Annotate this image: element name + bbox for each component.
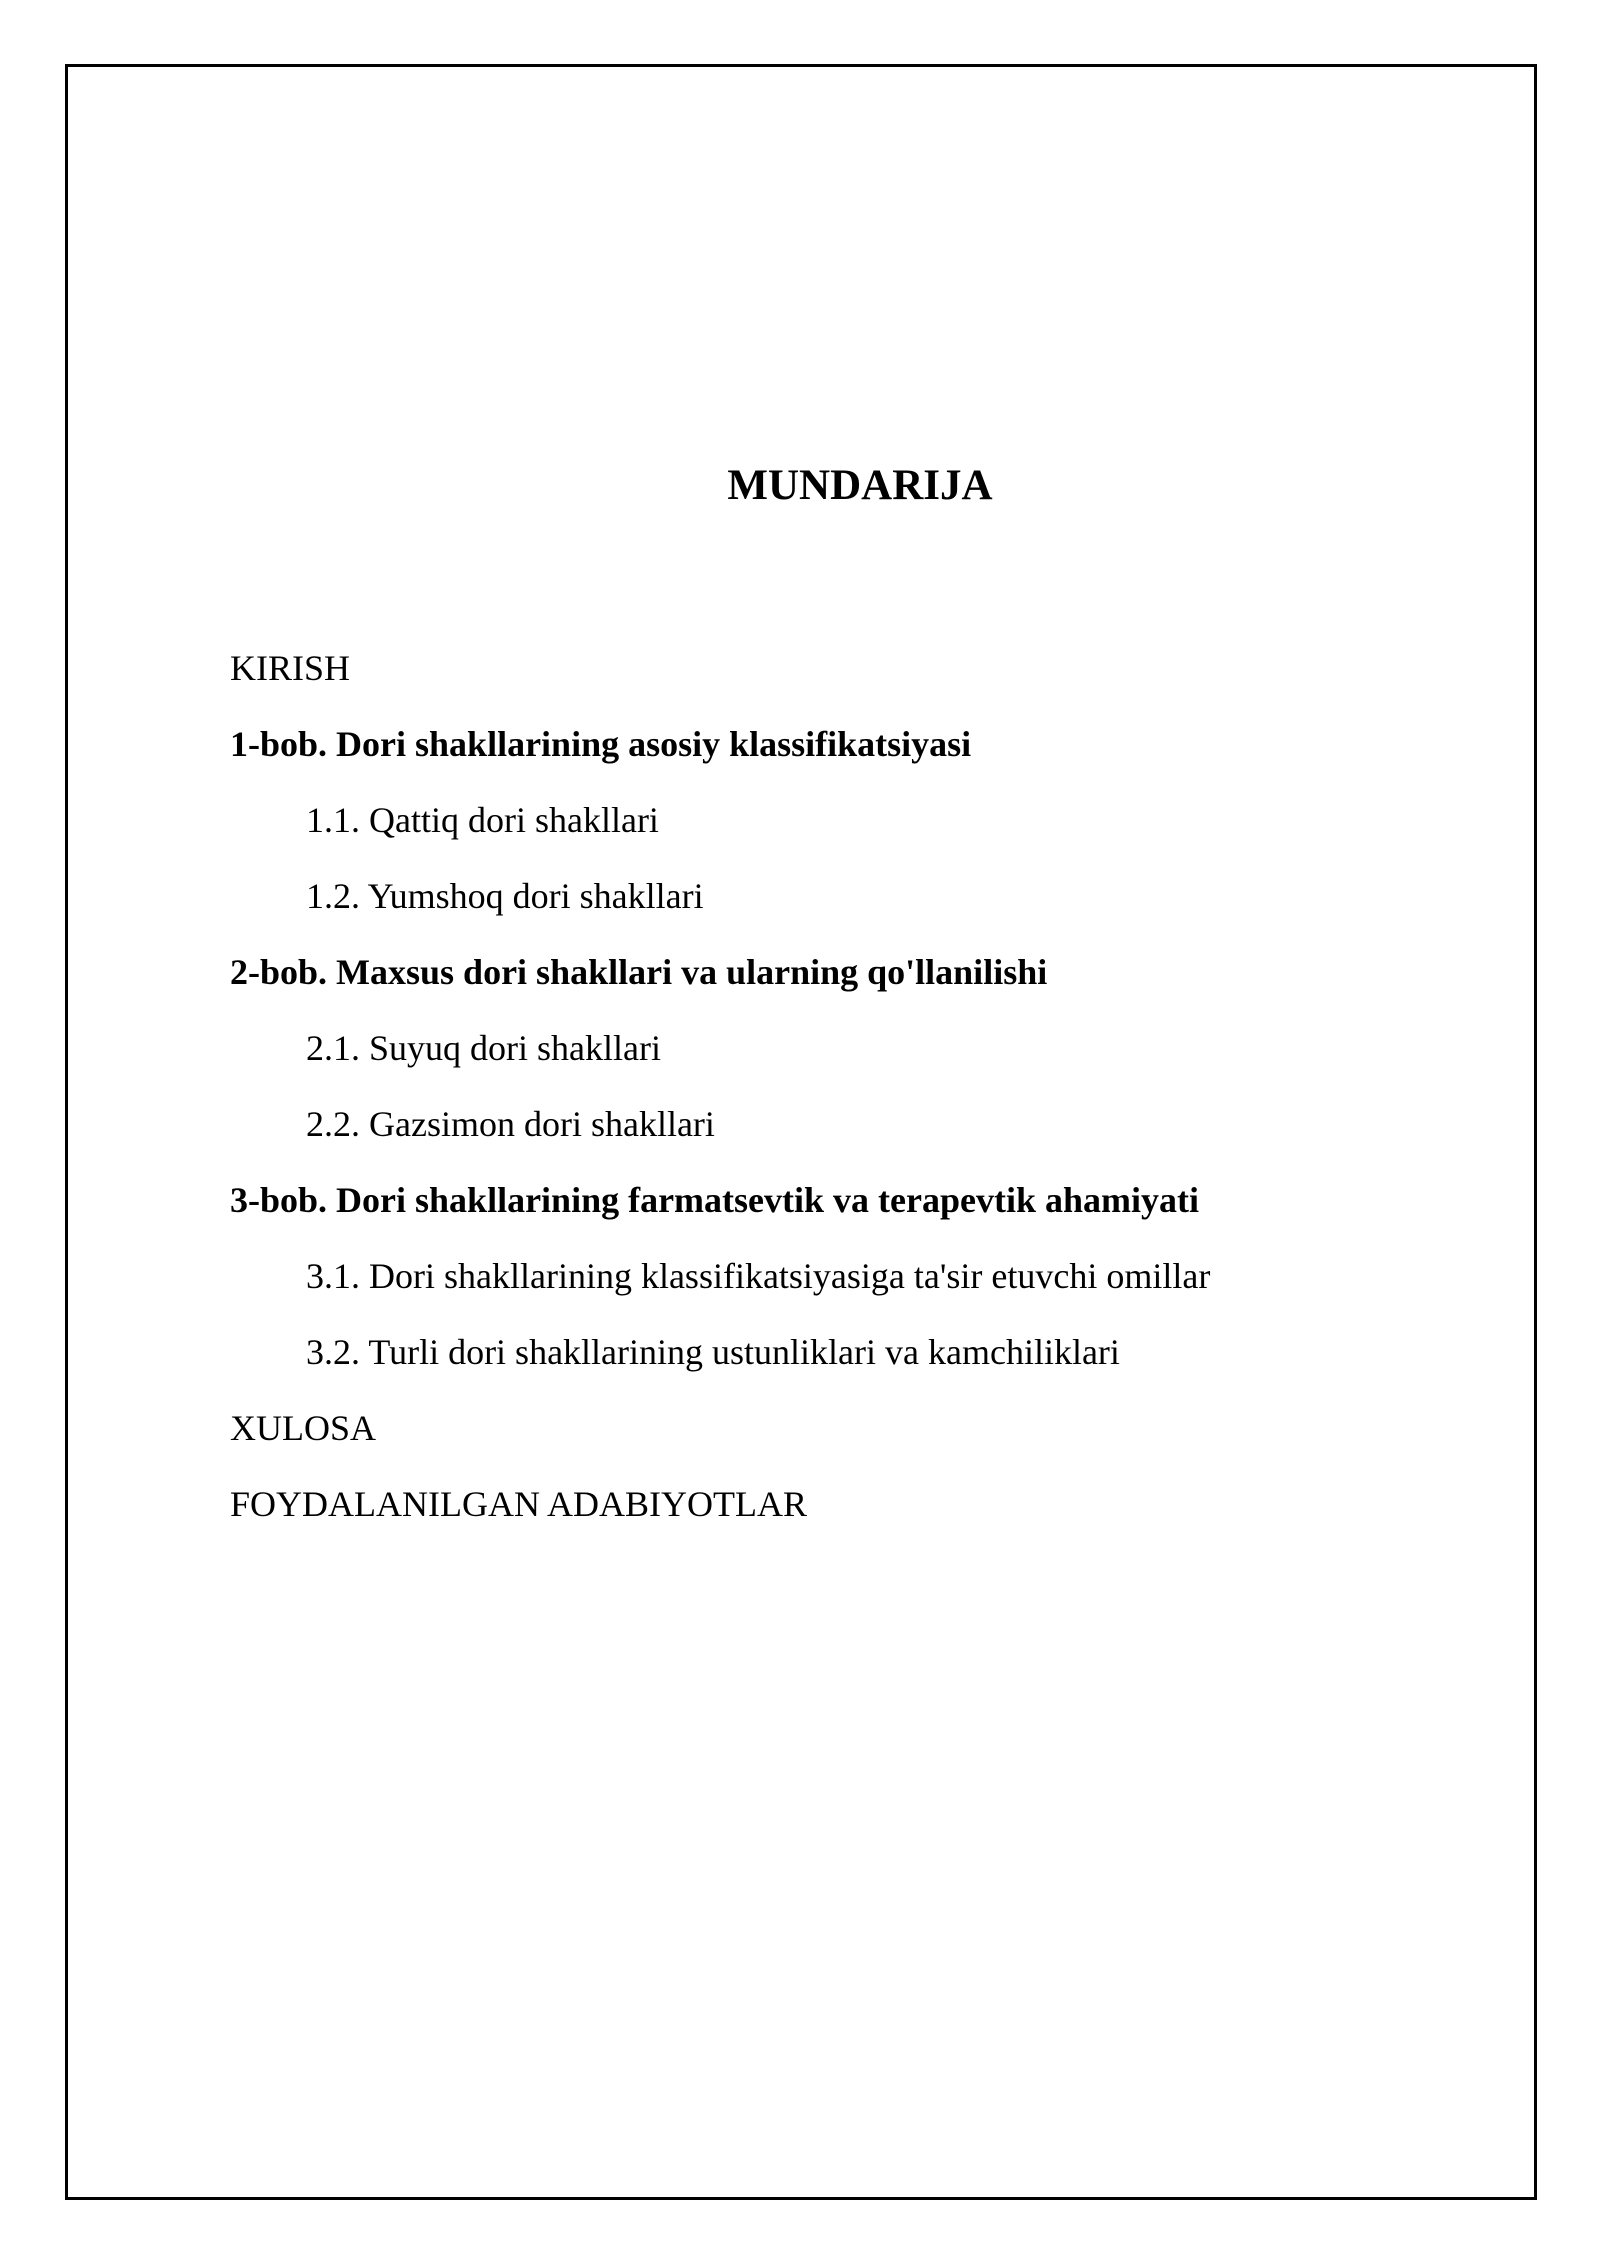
toc-entry-section-3-1: 3.1. Dori shakllarining klassifikatsiyasiga ta'sir etuvchi omillar (306, 1256, 1211, 1296)
toc-entry-section-2-1: 2.1. Suyuq dori shakllari (306, 1028, 661, 1068)
toc-entry-chapter-1: 1-bob. Dori shakllarining asosiy klassifikatsiyasi (230, 724, 972, 764)
toc-entry-chapter-3: 3-bob. Dori shakllarining farmatsevtik va terapevtik ahamiyati (230, 1180, 1199, 1220)
toc-entry-chapter-2: 2-bob. Maxsus dori shakllari va ularning qo'llanilishi (230, 952, 1048, 992)
toc-entry-conclusion: XULOSA (230, 1408, 377, 1448)
page-title: MUNDARIJA (727, 462, 993, 509)
table-of-contents (230, 640, 1480, 1552)
toc-entry-references: FOYDALANILGAN ADABIYOTLAR (230, 1484, 807, 1524)
toc-entry-intro: KIRISH (230, 648, 351, 688)
toc-entry-section-1-2: 1.2. Yumshoq dori shakllari (306, 876, 704, 916)
toc-entry-section-1-1: 1.1. Qattiq dori shakllari (306, 800, 659, 840)
toc-entry-section-2-2: 2.2. Gazsimon dori shakllari (306, 1104, 715, 1144)
toc-entry-section-3-2: 3.2. Turli dori shakllarining ustunliklari va kamchiliklari (306, 1332, 1120, 1372)
